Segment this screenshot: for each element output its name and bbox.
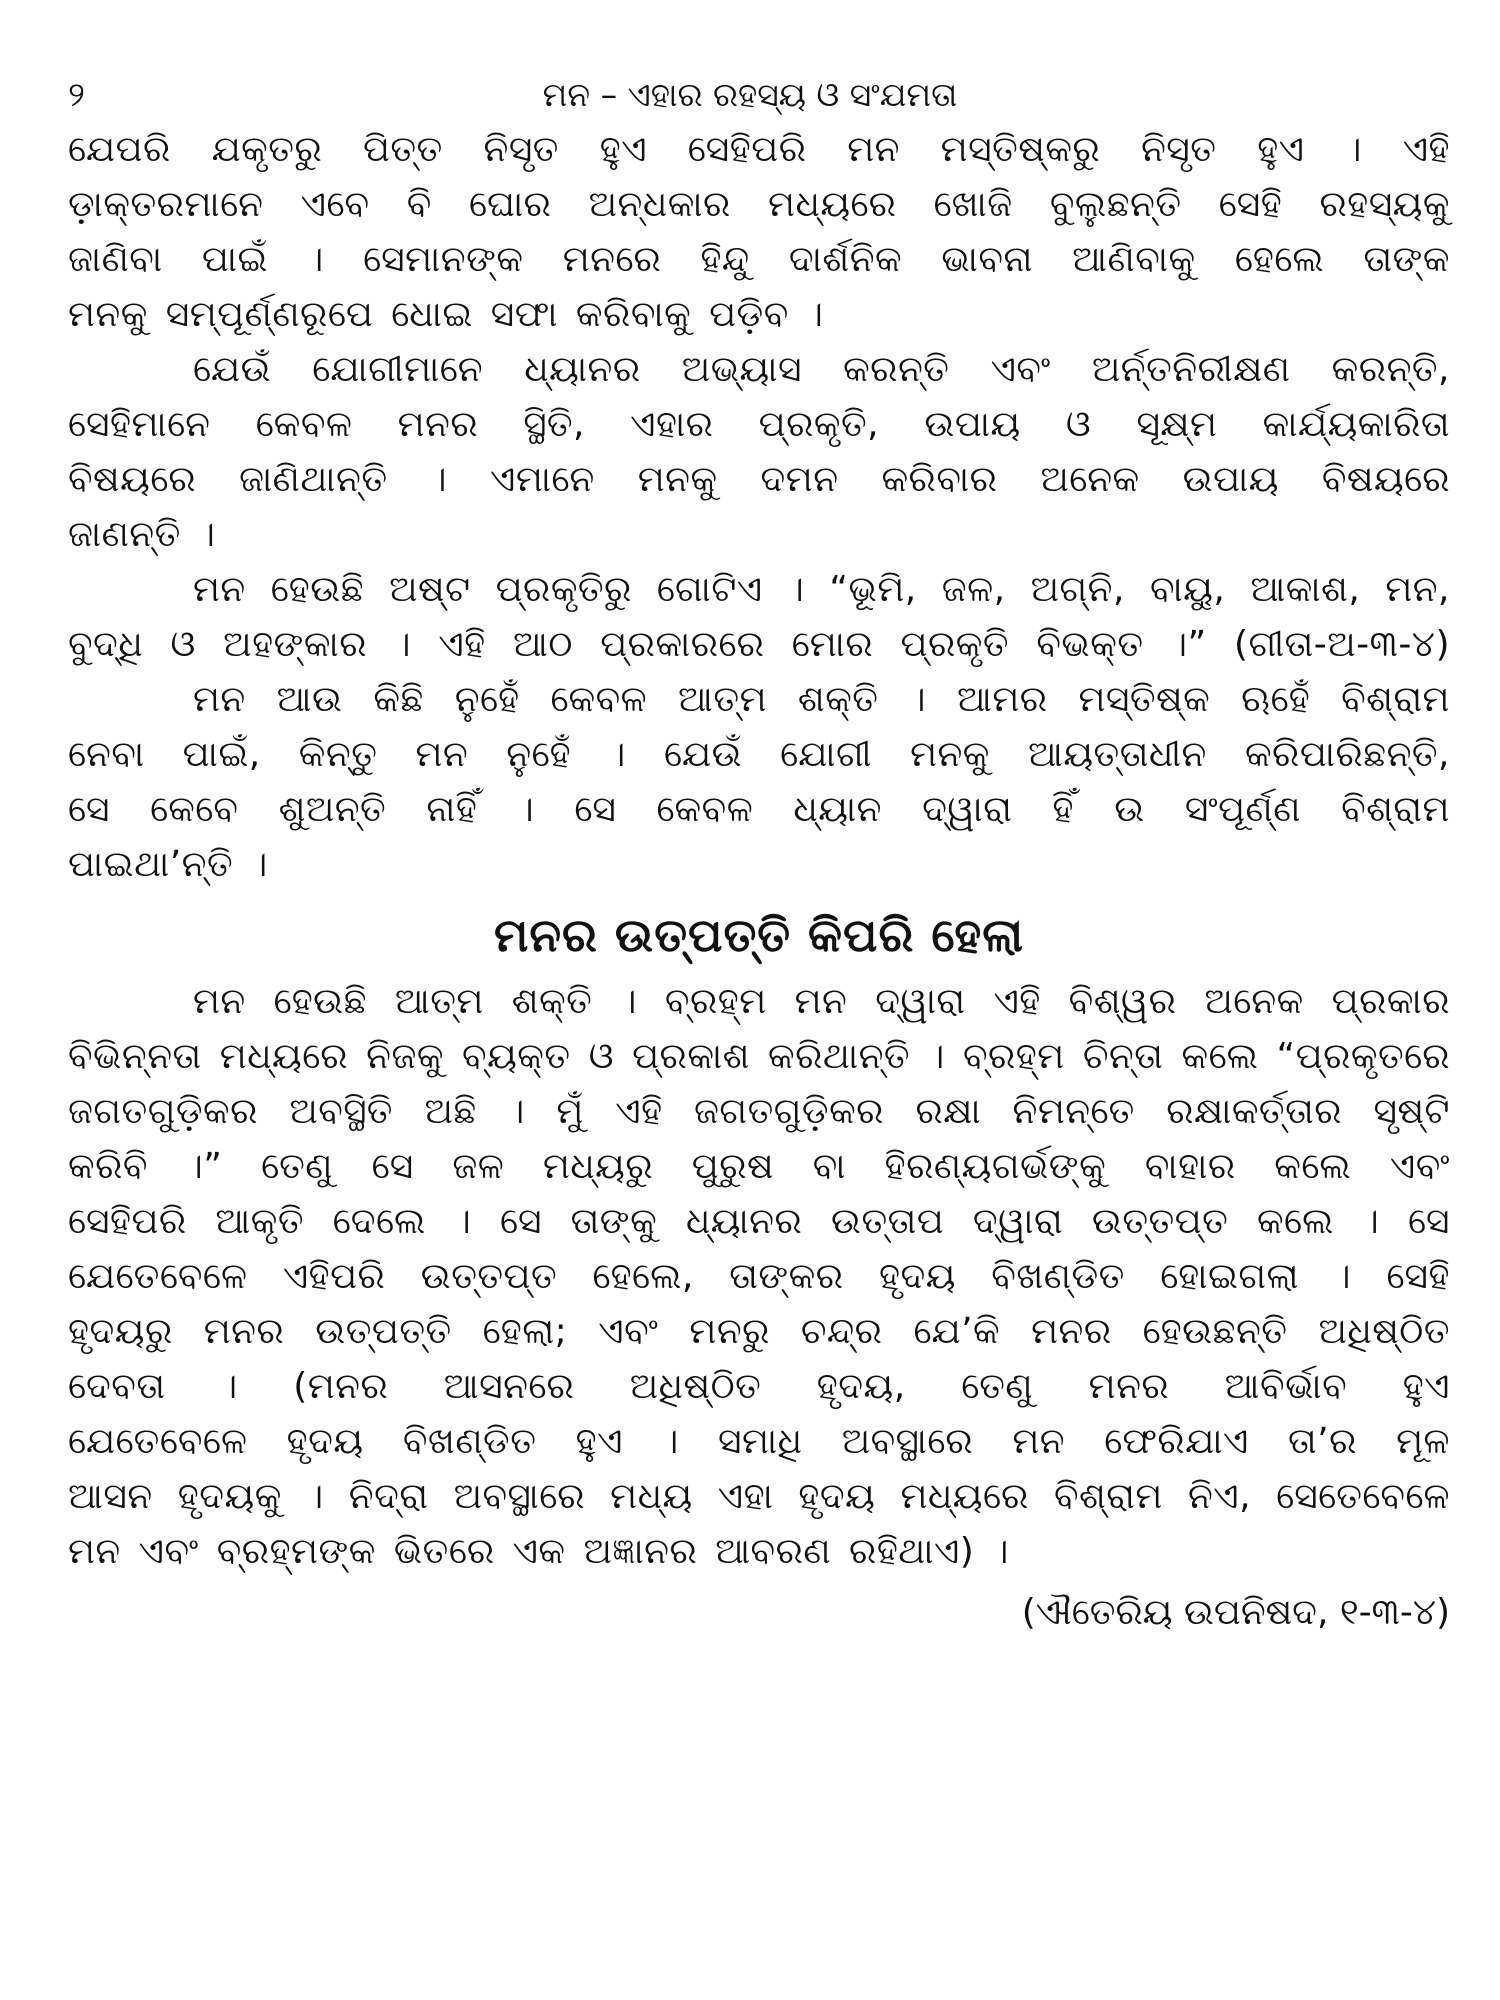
citation: (ଐତେରିୟ ଉପନିଷଦ, ୧-୩-୪)	[1021, 1592, 1450, 1633]
text-line: ସେହିପରି ଆକୃତି ଦେଲେ । ସେ ତାଙ୍କୁ ଧ୍ୟାନର ଉତ୍ତାପ ଦ୍ୱାରା ଉତ୍ତପ୍ତ କଲେ । ସେ	[68, 1201, 1450, 1242]
text-line: ଡ଼ାକ୍ତରମାନେ ଏବେ ବି ଘୋର ଅନ୍ଧକାର ମଧ୍ୟରେ ଖୋଜି ବୁଲୁଛନ୍ତି ସେହି ରହସ୍ୟକୁ	[68, 184, 1450, 225]
text-line: ସେ କେବେ ଶୁଅନ୍ତି ନାହିଁ । ସେ କେବଳ ଧ୍ୟାନ ଦ୍ୱାରା ହିଁ ଉ ସଂପୂର୍ଣ୍ଣ ବିଶ୍ରାମ	[68, 789, 1450, 830]
paragraph	[68, 672, 1450, 892]
paragraph	[68, 974, 1450, 1579]
text-line: ଯେତେବେଳେ ଏହିପରି ଉତ୍ତପ୍ତ ହେଲେ, ତାଙ୍କର ହୃଦୟ ବିଖଣ୍ଡିତ ହୋଇଗଲା । ସେହି	[68, 1256, 1450, 1297]
text-line: ଯେଉଁ ଯୋଗୀମାନେ ଧ୍ୟାନର ଅଭ୍ୟାସ କରନ୍ତି ଏବଂ ଅର୍ନ୍ତନିରୀକ୍ଷଣ କରନ୍ତି,	[193, 349, 1450, 390]
text-line: ଜଗତଗୁଡ଼ିକର ଅବସ୍ଥିତି ଅଛି । ମୁଁ ଏହି ଜଗତଗୁଡ଼ିକର ରକ୍ଷା ନିମନ୍ତେ ରକ୍ଷାକର୍ତ୍ତାର ସୃଷ୍ଟି	[68, 1091, 1450, 1132]
text-line: ମନ ହେଉଛି ଅଷ୍ଟ ପ୍ରକୃତିରୁ ଗୋଟିଏ । “ଭୂମି, ଜଳ, ଅଗ୍ନି, ବାୟୁ, ଆକାଶ, ମନ,	[193, 569, 1450, 610]
running-title: ମନ – ଏହାର ରହସ୍ୟ ଓ ସଂଯମତା	[542, 75, 958, 114]
page-header	[0, 70, 1500, 120]
text-line: ଯେତେବେଳେ ହୃଦୟ ବିଖଣ୍ଡିତ ହୁଏ । ସମାଧି ଅବସ୍ଥାରେ ମନ ଫେରିଯାଏ ତା’ର ମୂଳ	[68, 1421, 1450, 1462]
text-line: ବିଷୟରେ ଜାଣିଥାନ୍ତି । ଏମାନେ ମନକୁ ଦମନ କରିବାର ଅନେକ ଉପାୟ ବିଷୟରେ	[68, 459, 1450, 500]
paragraph	[68, 342, 1450, 562]
body-text	[68, 122, 1450, 1640]
text-line: ବିଭିନ୍ନତା ମଧ୍ୟରେ ନିଜକୁ ବ୍ୟକ୍ତ ଓ ପ୍ରକାଶ କରିଥାନ୍ତି । ବ୍ରହ୍ମ ଚିନ୍ତା କଲେ “ପ୍ରକୃତରେ	[68, 1036, 1450, 1077]
text-line: ନେବା ପାଇଁ, କିନ୍ତୁ ମନ ନୁହେଁ । ଯେଉଁ ଯୋଗୀ ମନକୁ ଆୟତ୍ତାଧୀନ କରିପାରିଛନ୍ତି,	[68, 734, 1450, 775]
text-line: ବୁଦ୍ଧି ଓ ଅହଙ୍କାର । ଏହି ଆଠ ପ୍ରକାରରେ ମୋର ପ୍ରକୃତି ବିଭକ୍ତ ।” (ଗୀତା-ଅ-୩-୪)	[68, 624, 1450, 665]
text-line: ଜାଣନ୍ତି ।	[68, 514, 216, 555]
paragraph	[68, 562, 1450, 672]
text-line: ଯେପରି ଯକୃତରୁ ପିତ୍ତ ନିସୃତ ହୁଏ ସେହିପରି ମନ ମସ୍ତିଷ୍କରୁ ନିସୃତ ହୁଏ । ଏହି	[68, 129, 1450, 170]
text-line: ମନ ଏବଂ ବ୍ରହ୍ମଙ୍କ ଭିତରେ ଏକ ଅଜ୍ଞାନର ଆବରଣ ରହିଥାଏ) ।	[68, 1531, 1009, 1572]
section-heading: ମନର ଉତ୍ପତ୍ତି କିପରି ହେଲା	[493, 908, 1025, 962]
text-line: ଆସନ ହୃଦୟକୁ । ନିଦ୍ରା ଅବସ୍ଥାରେ ମଧ୍ୟ ଏହା ହୃଦୟ ମଧ୍ୟରେ ବିଶ୍ରାମ ନିଏ, ସେତେବେଳେ	[68, 1476, 1450, 1517]
text-line: ଦେବତା । (ମନର ଆସନରେ ଅଧିଷ୍ଠିତ ହୃଦୟ, ତେଣୁ ମନର ଆବିର୍ଭାବ ହୁଏ	[68, 1366, 1450, 1407]
text-line: ସେହିମାନେ କେବଳ ମନର ସ୍ଥିତି, ଏହାର ପ୍ରକୃତି, ଉପାୟ ଓ ସୂକ୍ଷ୍ମ କାର୍ଯ୍ୟକାରିତା	[68, 404, 1450, 445]
text-line: ମନ ହେଉଛି ଆତ୍ମ ଶକ୍ତି । ବ୍ରହ୍ମ ମନ ଦ୍ୱାରା ଏହି ବିଶ୍ୱର ଅନେକ ପ୍ରକାର	[193, 981, 1450, 1022]
paragraph	[68, 122, 1450, 342]
text-line: ହୃଦୟରୁ ମନର ଉତ୍ପତ୍ତି ହେଲା; ଏବଂ ମନରୁ ଚନ୍ଦ୍ର ଯେ’କି ମନର ହେଉଛନ୍ତି ଅଧିଷ୍ଠିତ	[68, 1311, 1450, 1352]
text-line: ମନକୁ ସମ୍ପୂର୍ଣ୍ଣରୂପେ ଧୋଇ ସଫା କରିବାକୁ ପଡ଼ିବ ।	[68, 294, 824, 335]
text-line: କରିବି ।” ତେଣୁ ସେ ଜଳ ମଧ୍ୟରୁ ପୁରୁଷ ବା ହିରଣ୍ୟଗର୍ଭଙ୍କୁ ବାହାର କଲେ ଏବଂ	[68, 1146, 1450, 1187]
page-number: ୨	[68, 75, 85, 115]
text-line: ମନ ଆଉ କିଛି ନୁହେଁ କେବଳ ଆତ୍ମ ଶକ୍ତି । ଆମର ମସ୍ତିଷ୍କ ଋହେଁ ବିଶ୍ରାମ	[193, 679, 1450, 720]
text-line: ପାଇଥା’ନ୍ତି ।	[68, 844, 268, 885]
text-line: ଜାଣିବା ପାଇଁ । ସେମାନଙ୍କ ମନରେ ହିନ୍ଦୁ ଦାର୍ଶନିକ ଭାବନା ଆଣିବାକୁ ହେଲେ ତାଙ୍କ	[68, 239, 1450, 280]
